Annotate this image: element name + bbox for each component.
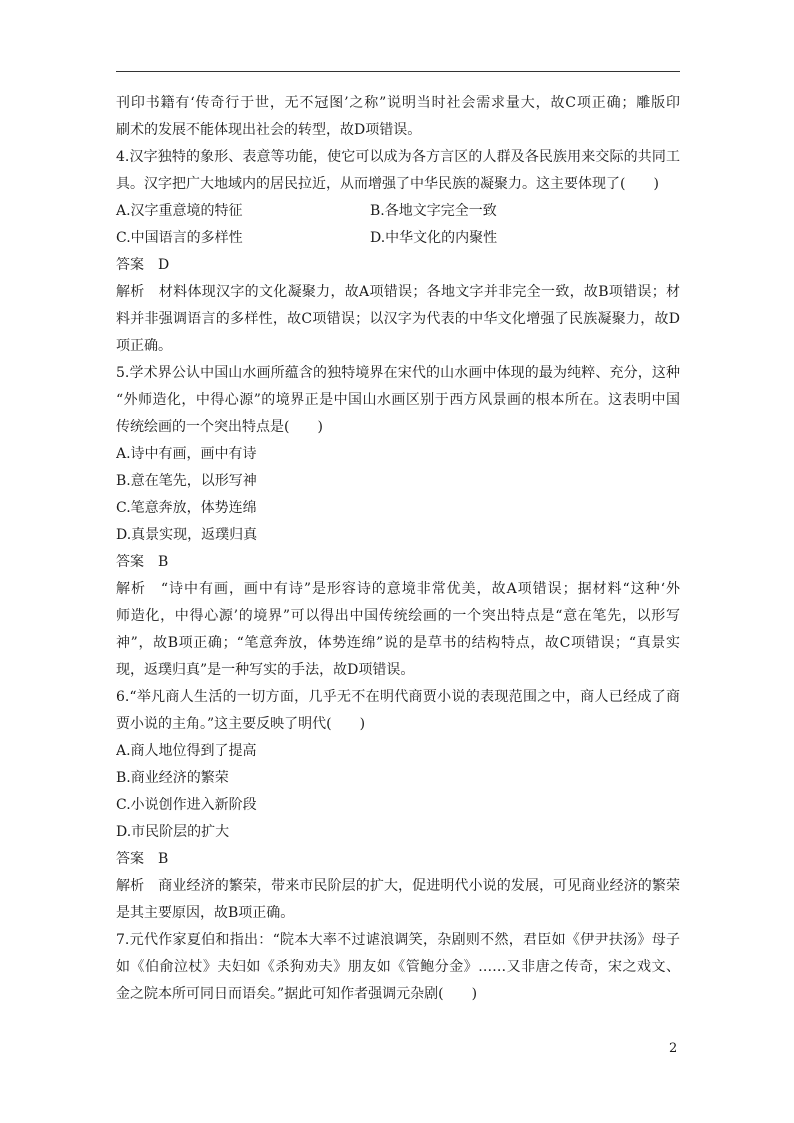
header-rule (116, 71, 680, 72)
answer-line: 答案 D (116, 257, 170, 273)
question-stem: 金之院本所可同日而语矣。”据此可知作者强调元杂剧( ) (116, 986, 478, 1002)
answer-line: 答案 B (116, 554, 169, 570)
option-d: D.中华文化的内聚性 (370, 230, 498, 246)
question-6 (116, 684, 680, 927)
prev-analysis-line: 刊印书籍有‘传奇行于世，无不冠图’之称”说明当时社会需求量大，故C项正确；雕版印 (116, 95, 680, 111)
option-d: D.市民阶层的扩大 (116, 824, 230, 840)
prev-analysis-line: 刷术的发展不能体现出社会的转型，故D项错误。 (116, 122, 422, 138)
question-stem: 贾小说的主角。”这主要反映了明代( ) (116, 716, 366, 732)
analysis-line: 神”，故B项正确；“笔意奔放，体势连绵”说的是草书的结构特点，故C项错误；“真景实 (116, 635, 680, 651)
question-5 (116, 360, 680, 684)
option-b: B.商业经济的繁荣 (116, 770, 229, 786)
question-stem: 6.“举凡商人生活的一切方面，几乎无不在明代商贾小说的表现范围之中，商人已经成了商 (116, 689, 680, 705)
option-c: C.中国语言的多样性 (116, 230, 243, 246)
option-d: D.真景实现，返璞归真 (116, 527, 258, 543)
option-b: B.意在笔先，以形写神 (116, 473, 257, 489)
question-stem: “外师造化，中得心源”的境界正是中国山水画区别于西方风景画的根本所在。这表明中国 (116, 392, 680, 408)
analysis-line: 项正确。 (116, 338, 172, 354)
question-stem: 具。汉字把广大地域内的居民拉近，从而增强了中华民族的凝聚力。这主要体现了( ) (116, 176, 659, 192)
analysis-line: 师造化，中得心源’的境界”可以得出中国传统绘画的一个突出特点是“意在笔先，以形写 (116, 608, 680, 624)
analysis-line: 解析 商业经济的繁荣，带来市民阶层的扩大，促进明代小说的发展，可见商业经济的繁荣 (116, 878, 680, 894)
options-row (116, 198, 680, 225)
question-stem: 如《伯俞泣杖》夫妇如《杀狗劝夫》朋友如《管鲍分金》……又非唐之传奇，宋之戏文、 (116, 959, 680, 975)
document-body (116, 90, 680, 1008)
analysis-line: 是其主要原因，故B项正确。 (116, 905, 295, 921)
option-c: C.笔意奔放，体势连绵 (116, 500, 257, 516)
analysis-line: 现，返璞归真”是一种写实的手法，故D项错误。 (116, 662, 415, 678)
question-7 (116, 927, 680, 1008)
question-stem: 4.汉字独特的象形、表意等功能，使它可以成为各方言区的人群及各民族用来交际的共同工 (116, 149, 680, 165)
options-row (116, 225, 680, 252)
question-stem: 传统绘画的一个突出特点是( ) (116, 419, 323, 435)
question-4 (116, 144, 680, 360)
option-a: A.商人地位得到了提高 (116, 743, 257, 759)
answer-line: 答案 B (116, 851, 169, 867)
analysis-line: 解析 “诗中有画，画中有诗”是形容诗的意境非常优美，故A项错误；据材料“这种‘外 (116, 581, 680, 597)
page-number: 2 (669, 1041, 678, 1056)
question-stem: 7.元代作家夏伯和指出：“院本大率不过谑浪调笑，杂剧则不然，君臣如《伊尹扶汤》母子 (116, 932, 680, 948)
option-b: B.各地文字完全一致 (370, 203, 497, 219)
analysis-line: 解析 材料体现汉字的文化凝聚力，故A项错误；各地文字并非完全一致，故B项错误；材 (116, 284, 680, 300)
option-a: A.汉字重意境的特征 (116, 203, 243, 219)
option-a: A.诗中有画，画中有诗 (116, 446, 257, 462)
option-c: C.小说创作进入新阶段 (116, 797, 257, 813)
question-stem: 5.学术界公认中国山水画所蕴含的独特境界在宋代的山水画中体现的最为纯粹、充分，这种 (116, 365, 680, 381)
analysis-line: 料并非强调语言的多样性，故C项错误；以汉字为代表的中华文化增强了民族凝聚力，故D (116, 311, 680, 327)
